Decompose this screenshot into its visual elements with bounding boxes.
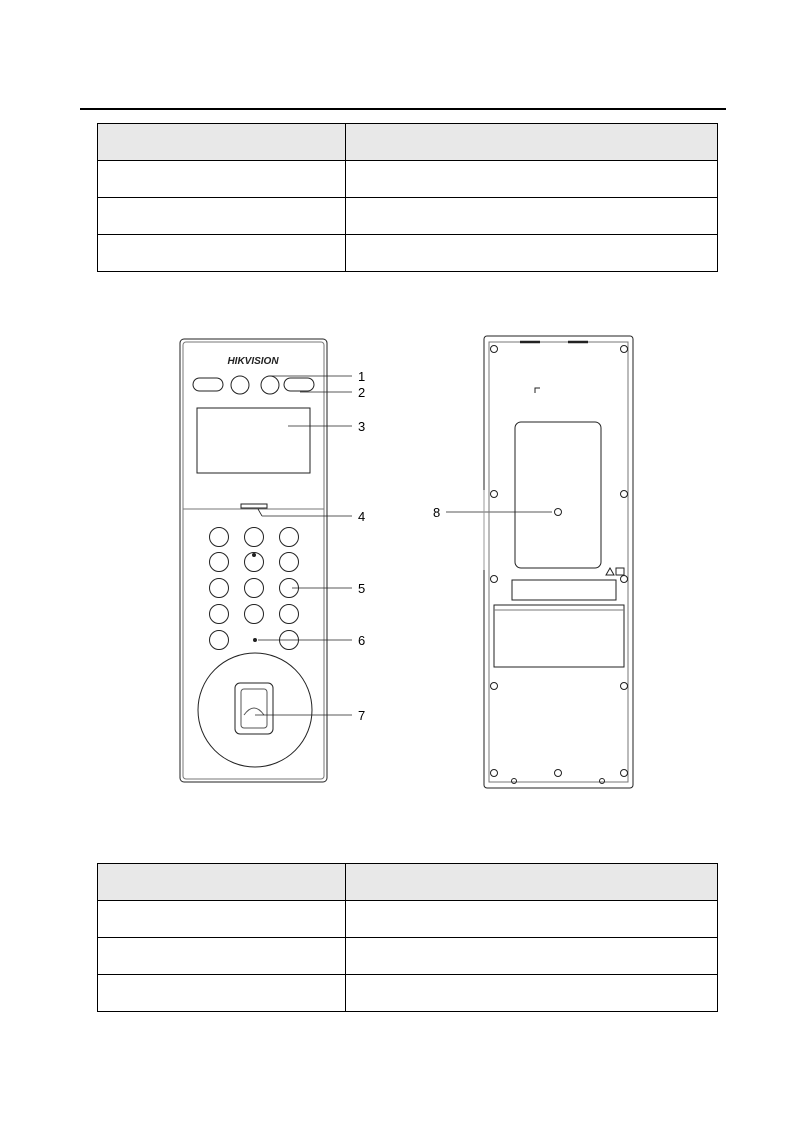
manual-icon	[616, 568, 624, 575]
camera-lens-left	[231, 376, 249, 394]
brand-logo: HIKVISION	[227, 356, 279, 367]
mounting-holes	[491, 346, 628, 784]
rear-cover-plate	[515, 422, 601, 568]
table-cell	[98, 864, 346, 901]
microphone	[254, 639, 257, 642]
mounting-hole	[621, 770, 628, 777]
ir-light-right	[284, 378, 314, 391]
keypad-key	[245, 579, 264, 598]
front-housing	[180, 339, 327, 782]
table-row	[98, 938, 718, 975]
table-cell	[98, 901, 346, 938]
tamper-screw-hole	[555, 509, 562, 516]
rear-label-area	[512, 580, 616, 600]
keypad-key	[245, 605, 264, 624]
keypad	[210, 528, 299, 650]
callout-1: 1	[358, 369, 366, 384]
table-row	[98, 901, 718, 938]
callout-7: 7	[358, 708, 366, 723]
mounting-hole	[491, 770, 498, 777]
table-cell	[346, 938, 718, 975]
table-cell	[346, 975, 718, 1012]
rear-housing	[484, 336, 633, 788]
display-screen	[197, 408, 310, 473]
keypad-key	[210, 579, 229, 598]
indicator-light	[241, 504, 267, 508]
mounting-hole	[491, 346, 498, 353]
rear-housing-inner	[489, 342, 628, 782]
keypad-key	[210, 528, 229, 547]
mounting-hole	[491, 683, 498, 690]
keypad-key	[280, 553, 299, 572]
callout-2: 2	[358, 385, 366, 400]
fingerprint-ring	[198, 653, 312, 767]
ir-light-left	[193, 378, 223, 391]
keypad-key	[245, 528, 264, 547]
table-cell	[346, 864, 718, 901]
fingerprint-sensor-arc	[244, 708, 264, 715]
callout-4: 4	[358, 509, 366, 524]
callout-3: 3	[358, 419, 366, 434]
leader-line-4a	[258, 509, 262, 516]
keypad-dot	[253, 554, 256, 557]
mounting-hole	[621, 576, 628, 583]
keypad-key	[210, 631, 229, 650]
device-front-view	[180, 339, 327, 782]
mounting-hole	[512, 779, 517, 784]
table-header-row	[98, 864, 718, 901]
keypad-key	[280, 528, 299, 547]
mounting-hole	[600, 779, 605, 784]
spec-table-bottom	[97, 863, 718, 1012]
keypad-key	[280, 605, 299, 624]
table-cell	[98, 938, 346, 975]
keypad-key	[210, 605, 229, 624]
camera-lens-right	[261, 376, 279, 394]
mounting-hole	[555, 770, 562, 777]
table-cell	[98, 975, 346, 1012]
rear-corner-mark	[535, 388, 540, 393]
callout-leaders	[255, 376, 552, 715]
mounting-hole	[491, 491, 498, 498]
warning-icon	[606, 568, 614, 575]
callout-6: 6	[358, 633, 366, 648]
mounting-hole	[621, 491, 628, 498]
mounting-hole	[621, 346, 628, 353]
callout-8: 8	[433, 505, 441, 520]
device-rear-view	[484, 336, 633, 788]
callout-5: 5	[358, 581, 366, 596]
callout-numbers	[358, 369, 440, 723]
keypad-key	[210, 553, 229, 572]
mounting-hole	[621, 683, 628, 690]
table-row	[98, 975, 718, 1012]
mounting-hole	[491, 576, 498, 583]
rear-wiring-area	[494, 605, 624, 667]
table-cell	[346, 901, 718, 938]
